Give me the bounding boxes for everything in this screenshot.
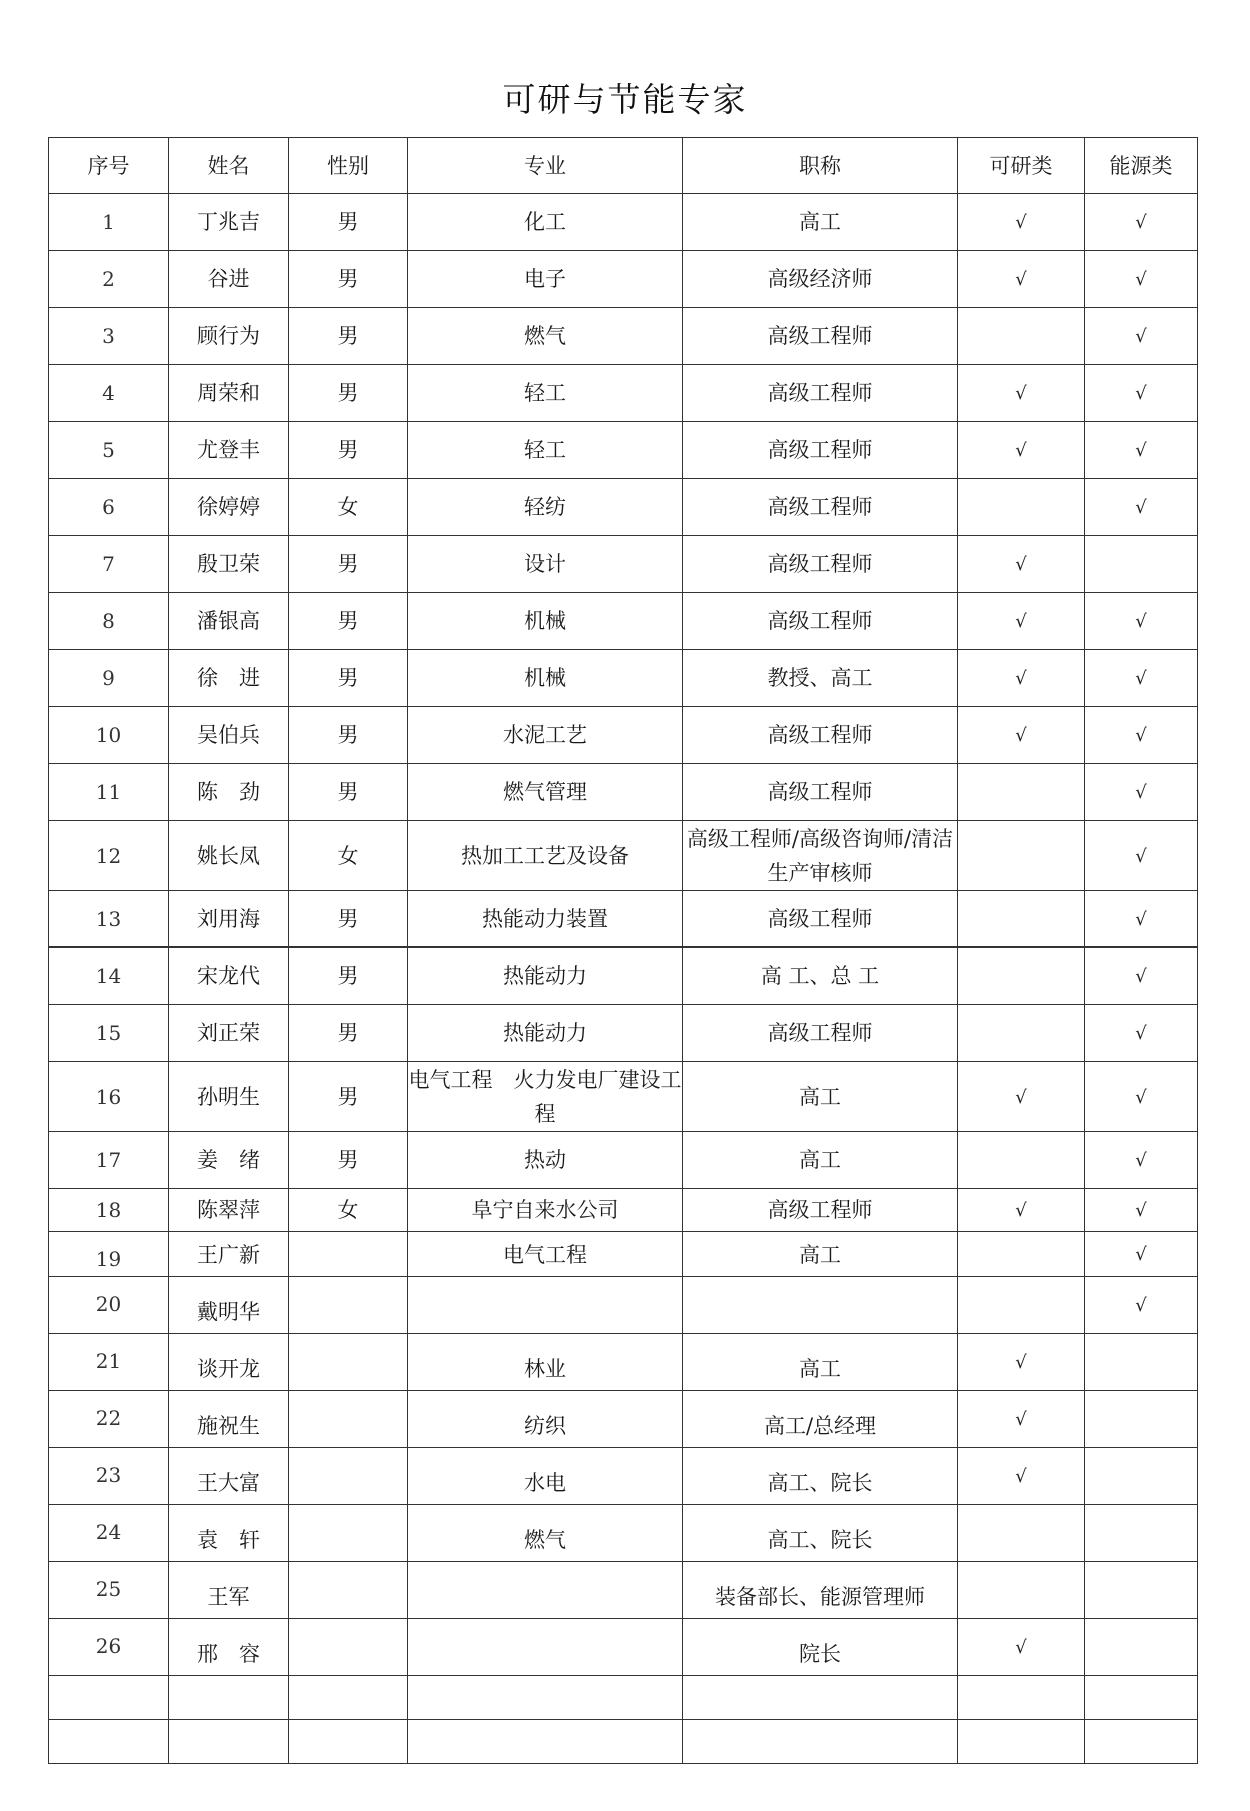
check-mark-icon: √ <box>1135 212 1147 233</box>
title-cell: 高级工程师 <box>683 1189 958 1232</box>
row-number-cell <box>49 1720 169 1764</box>
table-row <box>49 1005 1198 1062</box>
major-cell: 热能动力 <box>408 1005 683 1062</box>
empty-row <box>49 1676 1198 1720</box>
title-cell: 高级工程师 <box>683 365 958 422</box>
row-number-cell: 12 <box>49 821 169 891</box>
major-cell: 热加工工艺及设备 <box>408 821 683 891</box>
table-row <box>49 251 1198 308</box>
gender-cell <box>289 1619 408 1676</box>
title-cell: 高工 <box>683 1062 958 1132</box>
header-cell: 能源类 <box>1085 138 1198 194</box>
gender-cell: 女 <box>289 479 408 536</box>
check-mark-icon: √ <box>1135 383 1147 404</box>
energy-check-cell <box>1085 1132 1198 1189</box>
gender-cell <box>289 1232 408 1277</box>
check-mark-icon: √ <box>1135 908 1147 930</box>
feasibility-check-cell <box>958 1676 1085 1720</box>
major-cell: 电子 <box>408 251 683 308</box>
check-mark-icon: √ <box>1135 1023 1147 1044</box>
row-number-cell: 3 <box>49 308 169 365</box>
major-cell <box>408 1277 683 1334</box>
row-number-cell: 19 <box>49 1232 169 1277</box>
table-row <box>49 1132 1198 1189</box>
check-mark-icon: √ <box>1135 326 1147 347</box>
row-number-cell: 10 <box>49 707 169 764</box>
title-cell: 高工 <box>683 1132 958 1189</box>
gender-cell: 男 <box>289 251 408 308</box>
row-number-cell: 15 <box>49 1005 169 1062</box>
energy-check-cell <box>1085 764 1198 821</box>
row-number-cell: 5 <box>49 422 169 479</box>
major-cell: 热能动力装置 <box>408 891 683 947</box>
title-cell: 高工/总经理 <box>683 1391 958 1448</box>
name-cell: 姚长凤 <box>169 821 289 891</box>
title-cell: 高级工程师 <box>683 536 958 593</box>
row-number-cell: 13 <box>49 891 169 947</box>
table-row <box>49 1505 1198 1562</box>
check-mark-icon: √ <box>1135 966 1147 987</box>
gender-cell <box>289 1334 408 1391</box>
feasibility-check-cell <box>958 308 1085 365</box>
check-mark-icon: √ <box>1135 1244 1147 1265</box>
table-row <box>49 1062 1198 1132</box>
name-cell: 姜 绪 <box>169 1132 289 1189</box>
energy-check-cell <box>1085 1277 1198 1334</box>
gender-cell: 男 <box>289 593 408 650</box>
name-cell: 刘正荣 <box>169 1005 289 1062</box>
energy-check-cell <box>1085 1505 1198 1562</box>
gender-cell <box>289 1391 408 1448</box>
energy-check-cell <box>1085 821 1198 891</box>
name-cell <box>169 1720 289 1764</box>
name-cell: 周荣和 <box>169 365 289 422</box>
title-cell: 高工、院长 <box>683 1448 958 1505</box>
row-number-cell: 6 <box>49 479 169 536</box>
header-cell: 专业 <box>408 138 683 194</box>
name-cell: 刘用海 <box>169 891 289 947</box>
title-cell: 高工 <box>683 194 958 251</box>
gender-cell: 男 <box>289 194 408 251</box>
feasibility-check-cell <box>958 1062 1085 1132</box>
major-cell: 机械 <box>408 593 683 650</box>
check-mark-icon: √ <box>1135 845 1147 867</box>
name-cell: 施祝生 <box>169 1391 289 1448</box>
feasibility-check-cell <box>958 479 1085 536</box>
check-mark-icon: √ <box>1015 1086 1027 1108</box>
feasibility-check-cell <box>958 1132 1085 1189</box>
major-cell <box>408 1676 683 1720</box>
check-mark-icon: √ <box>1015 1352 1027 1373</box>
title-cell <box>683 1720 958 1764</box>
energy-check-cell <box>1085 1448 1198 1505</box>
energy-check-cell <box>1085 1720 1198 1764</box>
name-cell: 袁 轩 <box>169 1505 289 1562</box>
major-cell: 轻工 <box>408 365 683 422</box>
energy-check-cell <box>1085 1676 1198 1720</box>
table-row <box>49 194 1198 251</box>
title-cell: 高级工程师 <box>683 1005 958 1062</box>
name-cell: 潘银高 <box>169 593 289 650</box>
check-mark-icon: √ <box>1135 440 1147 461</box>
energy-check-cell <box>1085 308 1198 365</box>
major-cell <box>408 1720 683 1764</box>
table-row <box>49 1334 1198 1391</box>
title-cell: 高级工程师 <box>683 308 958 365</box>
feasibility-check-cell <box>958 1005 1085 1062</box>
major-cell: 燃气 <box>408 308 683 365</box>
check-mark-icon: √ <box>1135 782 1147 803</box>
table-row <box>49 1232 1198 1277</box>
table-row <box>49 1391 1198 1448</box>
feasibility-check-cell <box>958 422 1085 479</box>
row-number-cell: 26 <box>49 1619 169 1676</box>
gender-cell <box>289 1448 408 1505</box>
check-mark-icon: √ <box>1135 1150 1147 1171</box>
row-number-cell: 16 <box>49 1062 169 1132</box>
table-row <box>49 479 1198 536</box>
major-cell: 燃气管理 <box>408 764 683 821</box>
gender-cell: 女 <box>289 821 408 891</box>
feasibility-check-cell <box>958 821 1085 891</box>
check-mark-icon: √ <box>1135 269 1147 290</box>
feasibility-check-cell <box>958 891 1085 947</box>
major-cell: 阜宁自来水公司 <box>408 1189 683 1232</box>
gender-cell <box>289 1562 408 1619</box>
title-cell: 高级工程师 <box>683 479 958 536</box>
gender-cell: 男 <box>289 422 408 479</box>
name-cell: 殷卫荣 <box>169 536 289 593</box>
check-mark-icon: √ <box>1015 1409 1027 1430</box>
table-row <box>49 536 1198 593</box>
check-mark-icon: √ <box>1015 611 1027 632</box>
energy-check-cell <box>1085 1062 1198 1132</box>
empty-row <box>49 1720 1198 1764</box>
title-cell <box>683 1277 958 1334</box>
table-row <box>49 1448 1198 1505</box>
gender-cell: 男 <box>289 1132 408 1189</box>
gender-cell: 男 <box>289 764 408 821</box>
major-cell: 电气工程 <box>408 1232 683 1277</box>
title-cell: 高工 <box>683 1334 958 1391</box>
row-number-cell: 9 <box>49 650 169 707</box>
check-mark-icon: √ <box>1015 668 1027 689</box>
feasibility-check-cell <box>958 1277 1085 1334</box>
feasibility-check-cell <box>958 764 1085 821</box>
feasibility-check-cell <box>958 1189 1085 1232</box>
title-cell: 高级工程师 <box>683 707 958 764</box>
major-cell <box>408 1619 683 1676</box>
row-number-cell: 7 <box>49 536 169 593</box>
check-mark-icon: √ <box>1015 440 1027 461</box>
document-title: 可研与节能专家 <box>502 80 748 119</box>
major-cell: 水电 <box>408 1448 683 1505</box>
gender-cell: 男 <box>289 1005 408 1062</box>
energy-check-cell <box>1085 479 1198 536</box>
table-header-row <box>49 138 1198 194</box>
row-number-cell: 25 <box>49 1562 169 1619</box>
title-cell: 高工 <box>683 1232 958 1277</box>
row-number-cell: 1 <box>49 194 169 251</box>
table-row <box>49 308 1198 365</box>
gender-cell: 男 <box>289 707 408 764</box>
check-mark-icon: √ <box>1135 497 1147 518</box>
gender-cell: 男 <box>289 891 408 947</box>
name-cell: 吴伯兵 <box>169 707 289 764</box>
energy-check-cell <box>1085 1391 1198 1448</box>
title-cell: 高级工程师 <box>683 891 958 947</box>
row-number-cell: 2 <box>49 251 169 308</box>
table-row <box>49 1562 1198 1619</box>
title-cell: 高级工程师 <box>683 422 958 479</box>
table-row <box>49 650 1198 707</box>
name-cell: 顾行为 <box>169 308 289 365</box>
title-cell: 院长 <box>683 1619 958 1676</box>
name-cell: 王广新 <box>169 1232 289 1277</box>
header-cell: 职称 <box>683 138 958 194</box>
name-cell: 陈翠萍 <box>169 1189 289 1232</box>
title-cell: 高工、院长 <box>683 1505 958 1562</box>
energy-check-cell <box>1085 1619 1198 1676</box>
table-row <box>49 707 1198 764</box>
name-cell: 孙明生 <box>169 1062 289 1132</box>
feasibility-check-cell <box>958 1619 1085 1676</box>
row-number-cell: 14 <box>49 948 169 1005</box>
name-cell: 丁兆吉 <box>169 194 289 251</box>
check-mark-icon: √ <box>1015 725 1027 746</box>
expert-table-part-1 <box>48 137 1198 947</box>
major-cell: 燃气 <box>408 1505 683 1562</box>
check-mark-icon: √ <box>1015 269 1027 290</box>
check-mark-icon: √ <box>1015 1200 1027 1221</box>
name-cell: 戴明华 <box>169 1277 289 1334</box>
row-number-cell: 23 <box>49 1448 169 1505</box>
table-row <box>49 422 1198 479</box>
check-mark-icon: √ <box>1015 1466 1027 1487</box>
gender-cell: 男 <box>289 308 408 365</box>
gender-cell: 男 <box>289 365 408 422</box>
feasibility-check-cell <box>958 251 1085 308</box>
gender-cell <box>289 1720 408 1764</box>
title-cell: 教授、高工 <box>683 650 958 707</box>
check-mark-icon: √ <box>1135 611 1147 632</box>
major-cell: 设计 <box>408 536 683 593</box>
energy-check-cell <box>1085 422 1198 479</box>
table-row <box>49 948 1198 1005</box>
energy-check-cell <box>1085 251 1198 308</box>
major-cell: 电气工程 火力发电厂建设工程 <box>408 1062 683 1132</box>
check-mark-icon: √ <box>1015 212 1027 233</box>
title-cell <box>683 1676 958 1720</box>
energy-check-cell <box>1085 650 1198 707</box>
major-cell: 热能动力 <box>408 948 683 1005</box>
check-mark-icon: √ <box>1135 1086 1147 1108</box>
major-cell <box>408 1562 683 1619</box>
major-cell: 纺织 <box>408 1391 683 1448</box>
energy-check-cell <box>1085 948 1198 1005</box>
energy-check-cell <box>1085 1189 1198 1232</box>
table-row <box>49 821 1198 891</box>
feasibility-check-cell <box>958 707 1085 764</box>
check-mark-icon: √ <box>1135 1295 1147 1316</box>
title-cell: 高级工程师 <box>683 764 958 821</box>
row-number-cell: 18 <box>49 1189 169 1232</box>
name-cell: 徐 进 <box>169 650 289 707</box>
header-cell: 性别 <box>289 138 408 194</box>
gender-cell: 男 <box>289 650 408 707</box>
major-cell: 水泥工艺 <box>408 707 683 764</box>
row-number-cell: 4 <box>49 365 169 422</box>
table-row <box>49 1619 1198 1676</box>
name-cell: 陈 劲 <box>169 764 289 821</box>
major-cell: 热动 <box>408 1132 683 1189</box>
check-mark-icon: √ <box>1135 725 1147 746</box>
header-cell: 姓名 <box>169 138 289 194</box>
energy-check-cell <box>1085 1005 1198 1062</box>
feasibility-check-cell <box>958 1448 1085 1505</box>
title-cell: 高级工程师 <box>683 593 958 650</box>
gender-cell: 男 <box>289 536 408 593</box>
header-cell: 可研类 <box>958 138 1085 194</box>
feasibility-check-cell <box>958 650 1085 707</box>
feasibility-check-cell <box>958 1334 1085 1391</box>
row-number-cell: 8 <box>49 593 169 650</box>
gender-cell: 女 <box>289 1189 408 1232</box>
name-cell: 邢 容 <box>169 1619 289 1676</box>
row-number-cell: 20 <box>49 1277 169 1334</box>
name-cell: 宋龙代 <box>169 948 289 1005</box>
feasibility-check-cell <box>958 593 1085 650</box>
energy-check-cell <box>1085 1562 1198 1619</box>
feasibility-check-cell <box>958 1562 1085 1619</box>
check-mark-icon: √ <box>1015 383 1027 404</box>
expert-table-part-2 <box>48 947 1198 1764</box>
row-number-cell: 24 <box>49 1505 169 1562</box>
feasibility-check-cell <box>958 1720 1085 1764</box>
feasibility-check-cell <box>958 1505 1085 1562</box>
check-mark-icon: √ <box>1135 1200 1147 1221</box>
energy-check-cell <box>1085 891 1198 947</box>
header-cell: 序号 <box>49 138 169 194</box>
feasibility-check-cell <box>958 1391 1085 1448</box>
row-number-cell: 11 <box>49 764 169 821</box>
table-row <box>49 891 1198 947</box>
gender-cell: 男 <box>289 948 408 1005</box>
energy-check-cell <box>1085 1334 1198 1391</box>
check-mark-icon: √ <box>1135 668 1147 689</box>
name-cell <box>169 1676 289 1720</box>
row-number-cell: 22 <box>49 1391 169 1448</box>
name-cell: 王大富 <box>169 1448 289 1505</box>
name-cell: 尤登丰 <box>169 422 289 479</box>
title-cell: 高 工、总 工 <box>683 948 958 1005</box>
major-cell: 机械 <box>408 650 683 707</box>
table-row <box>49 1277 1198 1334</box>
name-cell: 谷进 <box>169 251 289 308</box>
major-cell: 化工 <box>408 194 683 251</box>
feasibility-check-cell <box>958 1232 1085 1277</box>
feasibility-check-cell <box>958 194 1085 251</box>
table-row <box>49 1189 1198 1232</box>
energy-check-cell <box>1085 536 1198 593</box>
row-number-cell <box>49 1676 169 1720</box>
table-row <box>49 764 1198 821</box>
row-number-cell: 17 <box>49 1132 169 1189</box>
energy-check-cell <box>1085 1232 1198 1277</box>
energy-check-cell <box>1085 365 1198 422</box>
energy-check-cell <box>1085 593 1198 650</box>
major-cell: 林业 <box>408 1334 683 1391</box>
major-cell: 轻纺 <box>408 479 683 536</box>
title-cell: 装备部长、能源管理师 <box>683 1562 958 1619</box>
gender-cell <box>289 1277 408 1334</box>
check-mark-icon: √ <box>1015 554 1027 575</box>
title-cell: 高级工程师/高级咨询师/清洁生产审核师 <box>683 821 958 891</box>
name-cell: 王军 <box>169 1562 289 1619</box>
energy-check-cell <box>1085 194 1198 251</box>
name-cell: 谈开龙 <box>169 1334 289 1391</box>
feasibility-check-cell <box>958 536 1085 593</box>
name-cell: 徐婷婷 <box>169 479 289 536</box>
gender-cell <box>289 1505 408 1562</box>
row-number-cell: 21 <box>49 1334 169 1391</box>
gender-cell <box>289 1676 408 1720</box>
table-row <box>49 365 1198 422</box>
major-cell: 轻工 <box>408 422 683 479</box>
feasibility-check-cell <box>958 948 1085 1005</box>
energy-check-cell <box>1085 707 1198 764</box>
feasibility-check-cell <box>958 365 1085 422</box>
gender-cell: 男 <box>289 1062 408 1132</box>
table-row <box>49 593 1198 650</box>
title-cell: 高级经济师 <box>683 251 958 308</box>
check-mark-icon: √ <box>1015 1637 1027 1658</box>
